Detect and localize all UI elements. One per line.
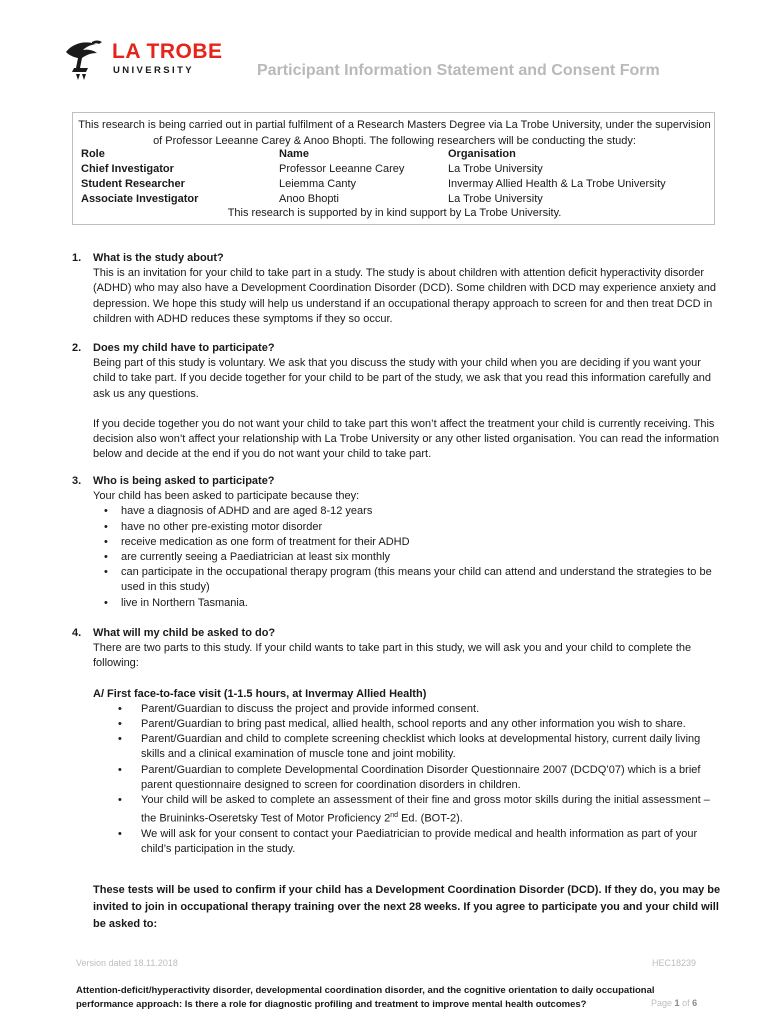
section-number: 4. — [72, 627, 82, 639]
list-item: • have a diagnosis of ADHD and are aged 8-12 years — [93, 504, 723, 519]
section-question: Who is being asked to participate? — [93, 475, 275, 487]
name-header: Name — [279, 148, 309, 160]
list-item: • Parent/Guardian to complete Developmental Coordination Disorder Questionnaire 2007 (DCDQ’07) which is a brief parent questionnaire designed to screen for coordination disorders in children. — [93, 763, 723, 793]
list-item: • are currently seeing a Paediatrician at least six monthly — [93, 550, 723, 565]
researcher-name: Anoo Bhopti — [279, 193, 339, 205]
list-item: • Parent/Guardian and child to complete screening checklist which looks at developmental history, current daily living skills and a clinical examination of muscle tone and joint mobility. — [93, 732, 723, 762]
page-of: of — [682, 998, 690, 1008]
researcher-info-box — [72, 112, 715, 225]
list-item-text: Your child will be asked to complete an assessment of their fine and gross motor skills during the initial assessment – the Bruininks-Oseretsky Test of Motor Proficiency 2 — [141, 794, 710, 825]
section-question: What is the study about? — [93, 252, 224, 264]
version-date: Version dated 18.11.2018 — [76, 958, 178, 968]
list-item: • live in Northern Tasmania. — [93, 596, 723, 611]
current-page: 1 — [674, 998, 680, 1008]
criteria-list — [93, 504, 723, 610]
list-item: • receive medication as one form of treatment for their ADHD — [93, 535, 723, 550]
ethics-code: HEC18239 — [652, 958, 697, 968]
list-item — [93, 793, 723, 827]
total-pages: 6 — [692, 998, 698, 1008]
superscript: nd — [390, 812, 399, 820]
footer-study-title: Attention-deficit/hyperactivity disorder, developmental coordination disorder, and the cognitive orientation to daily occupational performance approach: Is there a role for diagnostic profiling and treatment to improve mental health outcomes? — [76, 985, 655, 1010]
list-item: • Parent/Guardian to discuss the project and provide informed consent. — [93, 702, 723, 717]
list-item-text: Ed. (BOT-2). — [398, 812, 463, 825]
logo-wordmark: LA TROBE — [112, 40, 223, 63]
la-trobe-logo — [62, 38, 237, 82]
section-number: 3. — [72, 475, 82, 487]
list-item: • Parent/Guardian to bring past medical, allied health, school reports and any other information you wish to share. — [93, 717, 723, 732]
researcher-name: Leiemma Canty — [279, 178, 357, 190]
researcher-role: Associate Investigator — [81, 193, 199, 205]
section-text: Your child has been asked to participate because they: — [93, 490, 360, 503]
list-item: • can participate in the occupational therapy program (this means your child can attend and understand the strategies to be used in this study) — [93, 565, 723, 595]
researcher-organisation: Invermay Allied Health & La Trobe University — [448, 178, 666, 190]
emphasis-paragraph: These tests will be used to confirm if your child has a Development Coordination Disorder (DCD). If they do, you may be invited to join in occupational therapy training over the next 28 weeks. If you agree to participate you and your child will be asked to: — [93, 884, 721, 930]
list-item: • We will ask for your consent to contact your Paediatrician to provide medical and health information as part of your child’s participation in the study. — [93, 827, 723, 857]
section-question: What will my child be asked to do? — [93, 627, 276, 639]
bird-emblem-icon — [62, 38, 108, 82]
researcher-organisation: La Trobe University — [448, 163, 543, 175]
logo-subtitle: UNIVERSITY — [113, 65, 195, 76]
list-item: • have no other pre-existing motor disorder — [93, 520, 723, 535]
section-number: 1. — [72, 252, 82, 264]
researcher-role: Student Researcher — [81, 178, 185, 190]
section-text: If you decide together you do not want your child to take part this won’t affect the treatment your child is currently receiving. This decision also won’t affect your relationship with La Trobe University or any other listed organisation. You can read the information below and decide at the end if you do not want your child to take part. — [93, 417, 719, 461]
section-question: Does my child have to participate? — [93, 342, 275, 354]
document-title: Participant Information Statement and Consent Form — [257, 62, 660, 79]
researcher-name: Professor Leeanne Carey — [279, 163, 405, 175]
research-intro: This research is being carried out in partial fulfilment of a Research Masters Degree via La Trobe University, under the supervision of Professor Leeanne Carey & Anoo Bhopti. The following researchers will be conducting the study: — [78, 119, 711, 147]
section-text: Being part of this study is voluntary. We ask that you discuss the study with your child when you are deciding if you want your child to take part. If you decide together for your child to be part of the study, we ask that you read this information carefully and ask us any questions. — [93, 357, 711, 400]
organisation-header: Organisation — [448, 148, 516, 160]
visit-activities-list — [93, 702, 723, 858]
support-statement: This research is supported by in kind support by La Trobe University. — [227, 207, 562, 219]
role-header: Role — [81, 148, 105, 160]
page-label: Page — [651, 998, 673, 1008]
section-text: There are two parts to this study. If your child wants to take part in this study, we will ask you and your child to complete the following: — [93, 642, 692, 670]
section-number: 2. — [72, 342, 82, 354]
researcher-organisation: La Trobe University — [448, 193, 543, 205]
page-number — [651, 998, 697, 1008]
section-text: This is an invitation for your child to take part in a study. The study is about children with attention deficit hyperactivity disorder (ADHD) who may also have a Development Coordination Disorder (DCD). Some children with DCD may experience anxiety and depression. We hope this study will help us understand if an occupational therapy approach to screen for and then treat DCD in children with ADHD reduces these symptoms if they so occur. — [93, 267, 716, 325]
researcher-role: Chief Investigator — [81, 163, 174, 175]
visit-subheading: A/ First face-to-face visit (1-1.5 hours, at Invermay Allied Health) — [93, 687, 427, 700]
